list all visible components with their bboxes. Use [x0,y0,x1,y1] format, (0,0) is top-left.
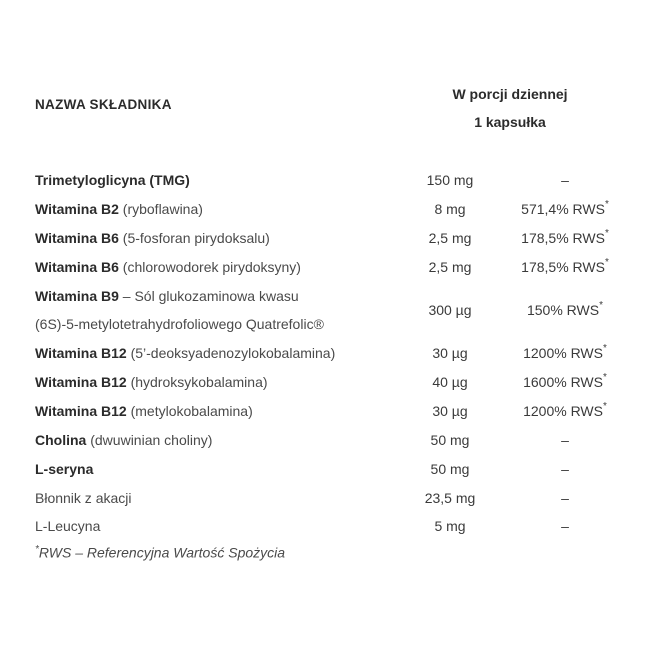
ingredient-amount: 300 µg [428,302,472,318]
footnote-star: * [35,544,39,555]
ingredient-rws [505,401,625,421]
ingredient-name-detail: (metylokobalamina) [126,403,253,419]
ingredient-name-bold: L-seryna [35,461,94,477]
ingredient-amount: 30 µg [432,403,468,419]
ingredient-amount: 23,5 mg [424,490,476,506]
ingredient-name [35,257,301,277]
rws-value: – [561,461,569,477]
ingredient-name [35,459,93,479]
ingredient-rws [505,488,625,508]
ingredient-name [35,401,253,421]
ingredient-rws [505,372,625,392]
ingredient-name-bold: Witamina B2 [35,201,119,217]
ingredient-name-line2: (6S)-5-metylotetrahydrofoliowego Quatrefolic® [35,316,324,332]
footnote [35,544,285,561]
ingredient-name-bold: Witamina B12 [35,374,127,390]
table-row [0,286,650,336]
rws-value: 1200% RWS [523,403,603,419]
table-header-dose [420,80,600,136]
rws-star: * [603,372,607,383]
ingredient-name-detail: L-Leucyna [35,518,101,534]
ingredient-name-detail: (5-fosforan pirydoksalu) [118,230,270,246]
ingredient-name-bold: Witamina B12 [35,345,127,361]
ingredient-rws [505,430,625,450]
rws-value: 1600% RWS [523,374,603,390]
ingredient-name [35,170,190,190]
rws-value: 150% RWS [526,302,600,318]
ingredient-rws [505,257,625,277]
ingredient-name-bold: Witamina B12 [35,403,127,419]
ingredient-name [35,372,268,392]
ingredient-name-bold: Witamina B6 [35,230,119,246]
table-header-ingredient: NAZWA SKŁADNIKA [35,97,172,112]
ingredient-rws [505,170,625,190]
ingredient-name-bold: Witamina B9 [35,288,119,304]
ingredient-amount: 30 µg [432,345,468,361]
dose-header-line2: 1 kapsułka [474,114,546,130]
rws-star: * [603,401,607,412]
ingredient-name [35,286,299,306]
ingredient-name-detail: (ryboflawina) [118,201,203,217]
ingredient-amount: 5 mg [434,518,466,534]
ingredient-name [35,516,100,536]
ingredient-name-detail: – Sól glukozaminowa kwasu [118,288,299,304]
ingredient-name-detail: (5’-deoksyadenozylokobalamina) [126,345,336,361]
ingredient-name [35,228,270,248]
ingredient-name-detail: Błonnik z akacji [35,490,132,506]
ingredient-amount: 2,5 mg [428,230,472,246]
ingredient-name [35,199,203,219]
ingredient-name-bold: Witamina B6 [35,259,119,275]
ingredient-name-detail: (hydroksykobalamina) [126,374,268,390]
rws-star: * [604,199,609,210]
rws-value: – [561,490,569,506]
dose-header-line1: W porcji dziennej [452,86,568,102]
rws-star: * [604,257,609,268]
ingredient-name-detail: (chlorowodorek pirydoksyny) [118,259,301,275]
ingredient-amount: 50 mg [430,461,470,477]
ingredient-name [35,343,335,363]
ingredient-amount: 150 mg [426,172,474,188]
footnote-text: RWS – Referencyjna Wartość Spożycia [38,544,286,561]
rws-star: * [604,228,609,239]
ingredient-name-detail: (dwuwinian choliny) [86,432,213,448]
ingredient-rws [505,228,625,248]
rws-value: 571,4% RWS [521,201,605,217]
ingredient-amount: 50 mg [430,432,470,448]
ingredient-name-bold: Trimetyloglicyna (TMG) [35,172,190,188]
rws-value: 178,5% RWS [521,230,605,246]
ingredient-name [35,430,212,450]
rws-value: – [561,172,569,188]
ingredient-name-bold: Cholina [35,432,87,448]
rws-value: 1200% RWS [523,345,603,361]
ingredient-rws [505,459,625,479]
ingredient-rws [505,516,625,536]
rws-star: * [599,300,603,311]
ingredient-amount: 40 µg [432,374,468,390]
ingredient-rws [505,343,625,363]
ingredient-rws [505,199,625,219]
rws-value: 178,5% RWS [521,259,605,275]
rws-value: – [561,432,569,448]
ingredient-name [35,488,132,508]
rws-value: – [561,518,569,534]
ingredient-amount: 2,5 mg [428,259,472,275]
ingredient-rws [505,300,625,320]
rws-star: * [603,343,607,354]
ingredient-amount: 8 mg [434,201,466,217]
